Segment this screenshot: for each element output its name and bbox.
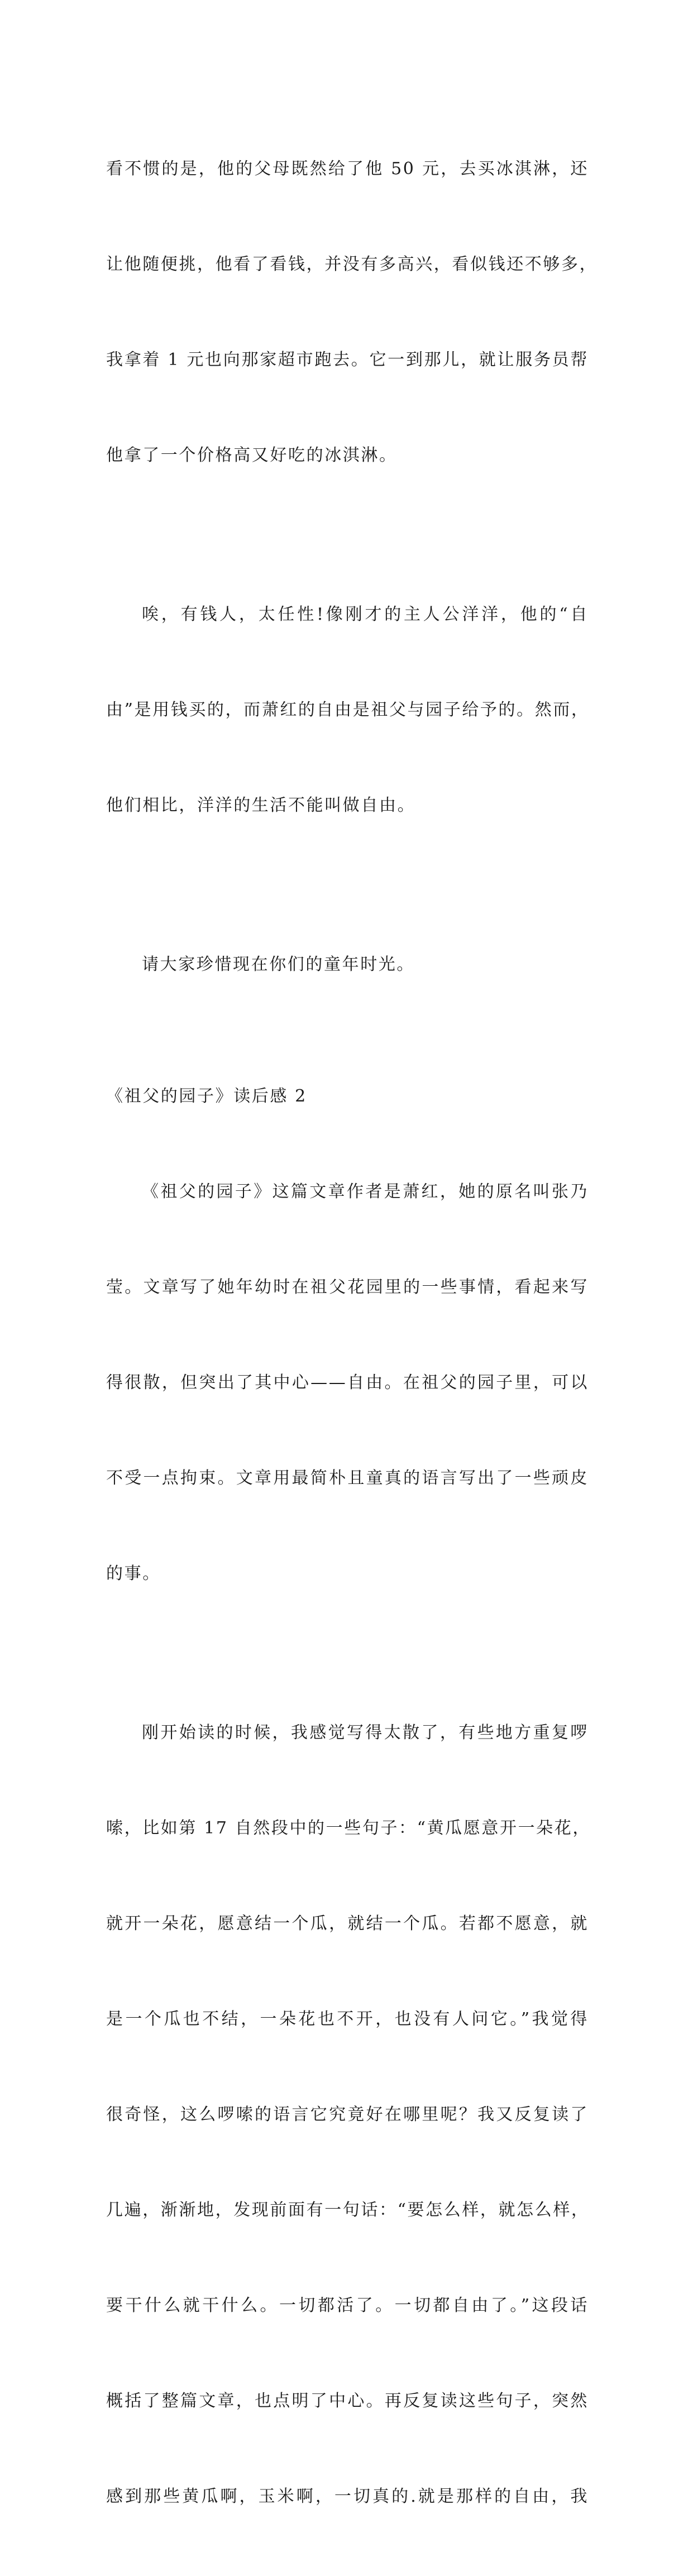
section-spacer xyxy=(106,1044,589,1076)
text-line: 刚开始读的时候，我感觉写得太散了，有些地方重复啰 xyxy=(142,1723,589,1742)
text-line: 感到那些黄瓜啊，玉米啊，一切真的.就是那样的自由，我 xyxy=(106,2487,589,2506)
paragraph-reading xyxy=(106,1653,589,2576)
text-line: 很奇怪，这么啰嗦的语言它究竟好在哪里呢？我又反复读了 xyxy=(106,2105,589,2124)
paragraph-cherish xyxy=(106,885,589,1044)
text-line: 是一个瓜也不结，一朵花也不开，也没有人问它。”我觉得 xyxy=(106,2009,589,2029)
section-title: 《祖父的园子》读后感 2 xyxy=(106,1086,307,1106)
text-line: 要干什么就干什么。一切都活了。一切都自由了。”这段话 xyxy=(106,2296,589,2315)
text-line: 让他随便挑，他看了看钱，并没有多高兴，看似钱还不够多， xyxy=(106,255,598,274)
text-line: 的事。 xyxy=(106,1564,161,1583)
text-line: 嗦，比如第 17 自然段中的一些句子：“黄瓜愿意开一朵花， xyxy=(106,1818,591,1838)
paragraph-author xyxy=(106,1112,589,1653)
text-line: 就开一朵花，愿意结一个瓜，就结一个瓜。若都不愿意，就 xyxy=(106,1914,589,1933)
text-line: 唉，有钱人，太任性!像刚才的主人公洋洋，他的“自 xyxy=(142,605,589,624)
text-line: 看不惯的是，他的父母既然给了他 50 元，去买冰淇淋，还 xyxy=(106,159,589,179)
paragraph-sigh xyxy=(106,535,589,885)
text-line: 得很散，但突出了其中心——自由。在祖父的园子里，可以 xyxy=(106,1373,589,1392)
text-line: 概括了整篇文章，也点明了中心。再反复读这些句子，突然 xyxy=(106,2391,589,2411)
text-line: 我拿着 1 元也向那家超市跑去。它一到那儿，就让服务员帮 xyxy=(106,350,589,370)
text-line: 不受一点拘束。文章用最简朴且童真的语言写出了一些顽皮 xyxy=(106,1468,589,1488)
text-line: 他拿了一个价格高又好吃的冰淇淋。 xyxy=(106,446,398,465)
text-line: 他们相比，洋洋的生活不能叫做自由。 xyxy=(106,796,416,815)
text-line: 请大家珍惜现在你们的童年时光。 xyxy=(142,955,415,974)
text-line: 莹。文章写了她年幼时在祖父花园里的一些事情，看起来写 xyxy=(106,1277,589,1297)
text-line: 几遍，渐渐地，发现前面有一句话：“要怎么样，就怎么样， xyxy=(106,2200,590,2220)
text-line: 《祖父的园子》这篇文章作者是萧红，她的原名叫张乃 xyxy=(142,1182,589,1201)
paragraph-intro xyxy=(106,89,598,535)
text-line: 由”是用钱买的，而萧红的自由是祖父与园子给予的。然而， xyxy=(106,700,590,720)
document-body xyxy=(106,89,598,2576)
